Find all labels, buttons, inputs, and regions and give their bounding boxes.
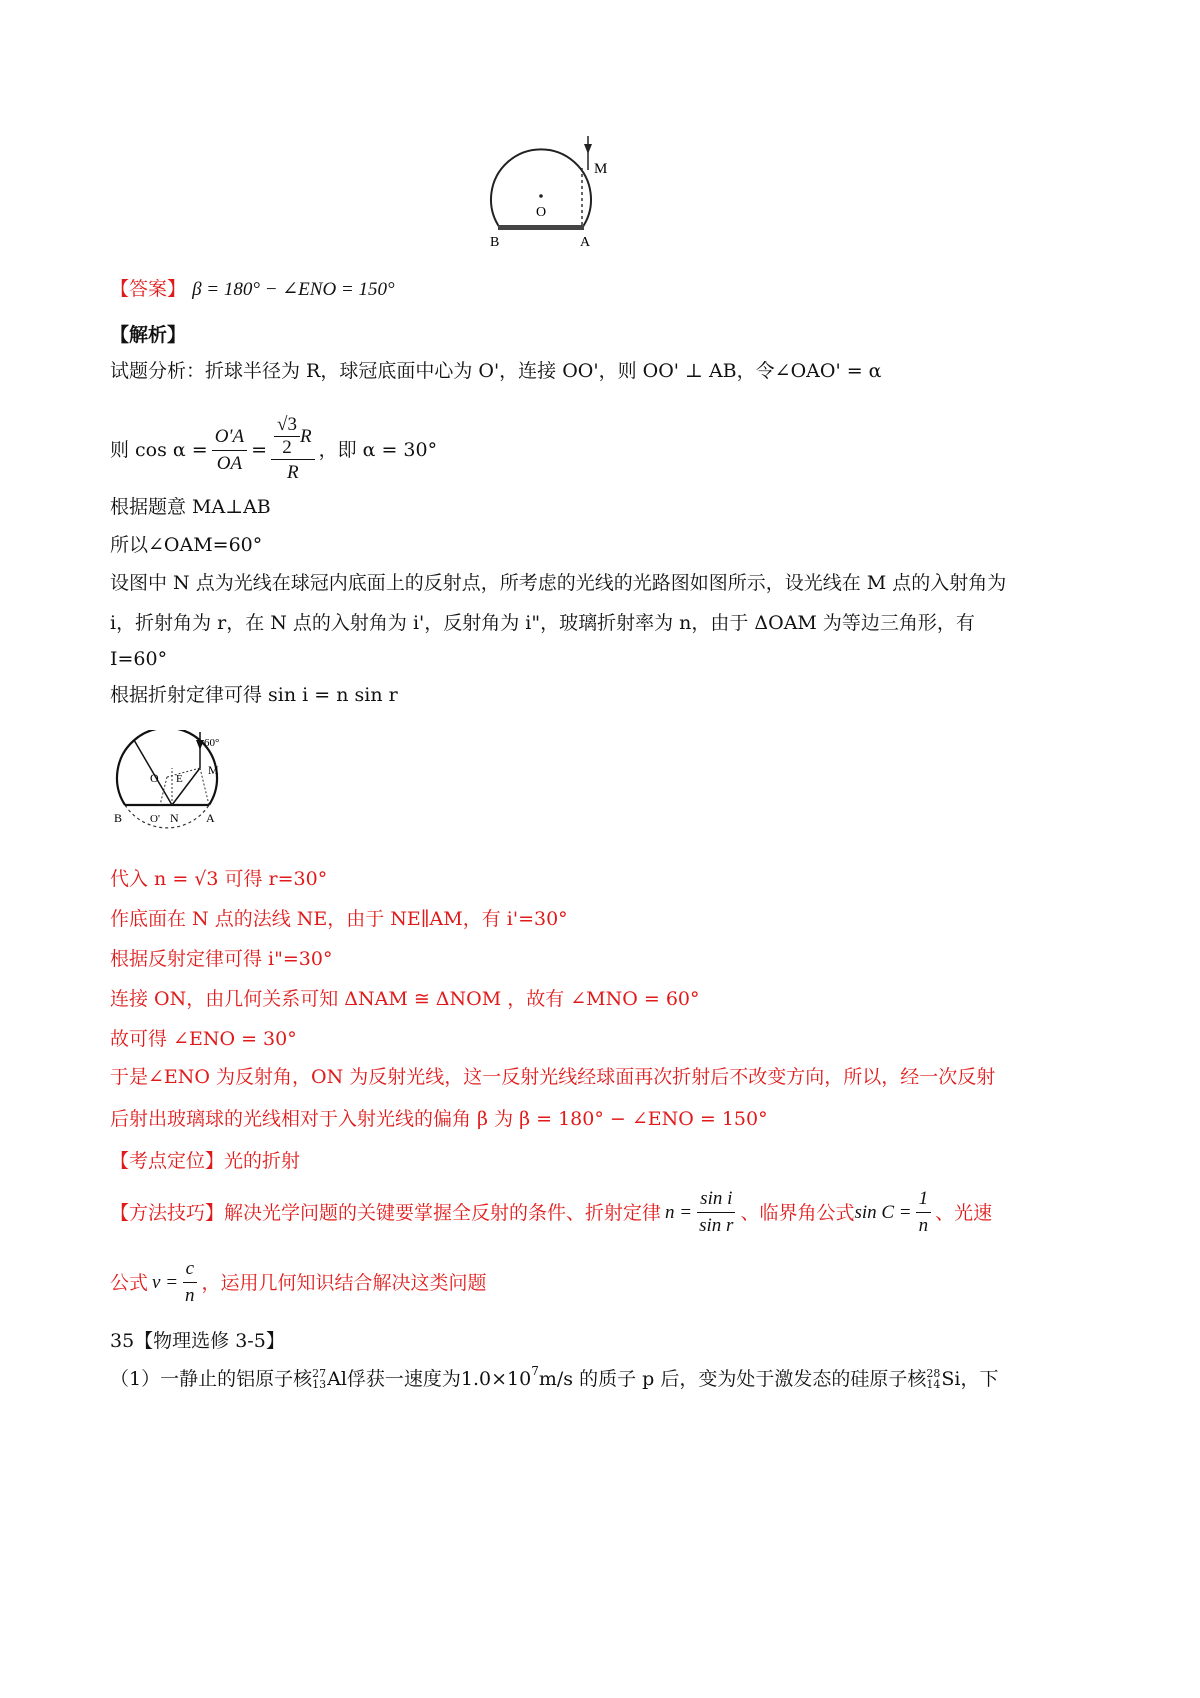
red-line-1: 代入 n = √3 可得 r=30° — [110, 868, 328, 890]
figure-light-path — [112, 730, 237, 835]
analysis-p8: 根据折射定律可得 sin i = n sin r — [110, 684, 398, 706]
fraction-root3-r — [271, 414, 315, 486]
sqrt3-text: √3 — [274, 414, 300, 437]
critical-num: 1 — [916, 1186, 932, 1213]
p2-suffix: ，即 α = 30° — [318, 439, 438, 461]
answer-line — [110, 276, 395, 303]
snell-den: sin r — [699, 1215, 734, 1236]
method2-t2: ，运用几何知识结合解决这类问题 — [201, 1271, 487, 1294]
analysis-p2 — [110, 414, 437, 486]
speed-num: c — [183, 1256, 197, 1283]
al-atomic-number: 13 — [312, 1378, 327, 1391]
red-line-2: 作底面在 N 点的法线 NE，由于 NE∥AM，有 i'=30° — [110, 908, 568, 930]
critical-fraction — [916, 1186, 932, 1239]
snell-num: sin i — [697, 1186, 735, 1213]
analysis-p1: 试题分析：折球半径为 R，球冠底面中心为 O'，连接 OO'，则 OO' ⊥ AB，令∠OAO' = α — [110, 360, 882, 382]
figure-sphere-cap — [478, 128, 623, 253]
two-text: 2 — [282, 437, 292, 458]
analysis-p7: I=60° — [110, 648, 168, 670]
label-a: A — [580, 235, 591, 250]
label-m: M — [594, 161, 608, 177]
method-tag: 【方法技巧】 — [110, 1201, 225, 1224]
method-sinc: sin C = — [854, 1201, 912, 1223]
red-line-7: 后射出玻璃球的光线相对于入射光线的偏角 β 为 β = 180° − ∠ENO = 150° — [110, 1108, 768, 1130]
al-mass-number: 27 — [312, 1367, 327, 1380]
analysis-p4: 所以∠OAM=60° — [110, 534, 263, 556]
red-line-4: 连接 ON，由几何关系可知 ΔNAM ≅ ΔNOM ，故有 ∠MNO = 60° — [110, 988, 700, 1010]
red-line-3: 根据反射定律可得 i"=30° — [110, 948, 333, 970]
method-line-2 — [110, 1256, 487, 1309]
center-dot — [539, 194, 543, 198]
label-b: B — [114, 811, 123, 825]
kaodian-tag: 【考点定位】 — [110, 1150, 225, 1172]
label-e: E — [176, 773, 183, 785]
cap-base — [498, 225, 584, 230]
analysis-p6: i，折射角为 r，在 N 点的入射角为 i'，反射角为 i"，玻璃折射率为 n，由于 ΔOAM 为等边三角形，有 — [110, 612, 975, 634]
answer-expr: β = 180° − ∠ENO = 150° — [192, 279, 395, 300]
snell-fraction — [696, 1186, 736, 1239]
p2-eq: = — [251, 439, 268, 461]
si-mass-number: 28 — [926, 1367, 941, 1380]
q1-line: （1）一静止的铝原子核 27 13 Al 俘获一速度为 1.0×10 $^7$ m/s 的质子 p 后，变为处于激发态的硅原子核 28 14 Si ，下 — [110, 1364, 999, 1391]
label-o: O — [536, 205, 547, 220]
analysis-tag: 【解析】 — [110, 324, 187, 346]
lower-dashed-arc — [125, 805, 209, 828]
red-line-6: 于是∠ENO 为反射角，ON 为反射光线，这一反射光线经球面再次折射后不改变方向，所以，经一次反射 — [110, 1066, 996, 1088]
label-n: N — [170, 811, 179, 825]
method-line — [110, 1186, 992, 1239]
label-b: B — [490, 235, 500, 250]
q1-speed: 1.0×10 — [460, 1368, 532, 1390]
critical-den: n — [918, 1215, 929, 1236]
fraction-root3-half — [274, 414, 300, 459]
speed-den: n — [185, 1285, 195, 1306]
analysis-p5: 设图中 N 点为光线在球冠内底面上的反射点，所考虑的光线的光路图如图所示，设光线在 M 点的入射角为 — [110, 572, 1007, 594]
analysis-p3: 根据题意 MA⊥AB — [110, 496, 271, 518]
p2-prefix: 则 cos α = — [110, 439, 208, 461]
kaodian-text: 光的折射 — [224, 1150, 301, 1172]
method-n-eq: n = — [665, 1201, 693, 1223]
method-t1: 解决光学问题的关键要掌握全反射的条件、折射定律 — [224, 1201, 662, 1224]
method-t3: 、光速 — [935, 1201, 993, 1224]
fraction-r-den: R — [286, 462, 299, 483]
r-text: R — [299, 425, 312, 447]
q1-t4: ，下 — [960, 1368, 999, 1390]
fraction-oa — [212, 424, 247, 477]
speed-fraction — [182, 1256, 198, 1309]
si-nuclide-numbers — [926, 1368, 940, 1390]
si-atomic-number: 14 — [926, 1378, 941, 1391]
answer-tag: 【答案】 — [110, 278, 187, 300]
q35-heading: 35【物理选修 3-5】 — [110, 1330, 285, 1352]
fraction-oa-num: O'A — [212, 424, 247, 451]
fraction-oa-den: OA — [216, 452, 243, 474]
method2-t1: 公式 — [110, 1271, 149, 1294]
al-nuclide-numbers — [312, 1368, 326, 1390]
label-m: M — [208, 763, 219, 777]
incident-arrow-icon — [196, 740, 204, 750]
al-symbol: Al — [327, 1368, 347, 1390]
kaodian-line — [110, 1148, 300, 1174]
q1-t2: 俘获一速度为 — [346, 1368, 461, 1390]
label-60: 60° — [204, 737, 220, 749]
q1-t3: m/s 的质子 p 后，变为处于激发态的硅原子核 — [538, 1368, 927, 1390]
q1-t1: （1）一静止的铝原子核 — [110, 1368, 313, 1390]
si-symbol: Si — [941, 1368, 961, 1390]
label-o: O — [150, 771, 159, 785]
method-t2: 、临界角公式 — [740, 1201, 855, 1224]
label-a: A — [206, 811, 215, 825]
method2-v-eq: v = — [152, 1271, 179, 1293]
label-o2: O' — [150, 813, 160, 825]
incident-arrow-icon — [584, 144, 592, 154]
red-line-5: 故可得 ∠ENO = 30° — [110, 1028, 297, 1050]
